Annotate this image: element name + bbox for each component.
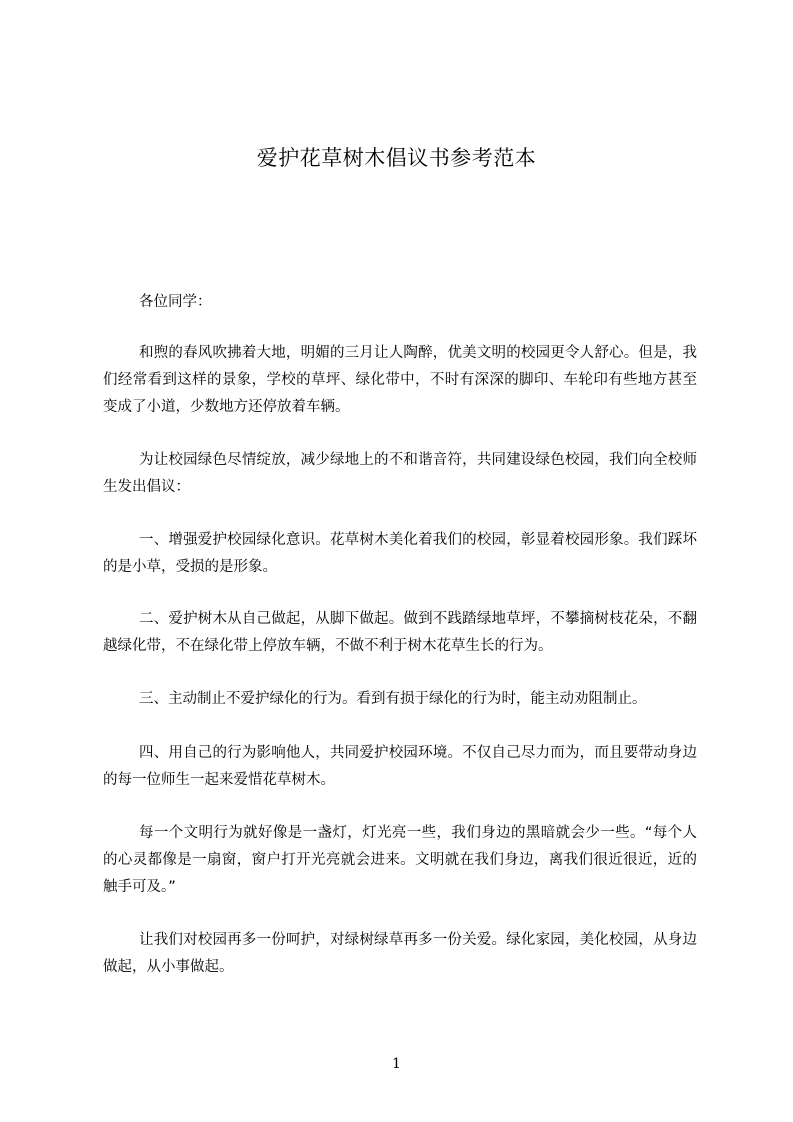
paragraph-intro: 和煦的春风吹拂着大地，明媚的三月让人陶醉，优美文明的校园更令人舒心。但是，我们经常看到这样的景象，学校的草坪、绿化带中，不时有深深的脚印、车轮印有些地方甚至变成了小道，少数地方还停放着车辆。 xyxy=(103,345,697,415)
paragraph-item-2: 二、爱护树木从自己做起，从脚下做起。做到不践踏绿地草坪，不攀摘树枝花朵，不翻越绿化带，不在绿化带上停放车辆，不做不利于树木花草生长的行为。 xyxy=(103,611,697,654)
paragraph-item-1: 一、增强爱护校园绿化意识。花草树木美化着我们的校园，彰显着校园形象。我们踩坏的是小草，受损的是形象。 xyxy=(103,532,697,575)
paragraph-proposal-lead: 为让校园绿色尽情绽放，减少绿地上的不和谐音符，共同建设绿色校园，我们向全校师生发出倡议： xyxy=(103,452,697,495)
paragraph-item-4: 四、用自己的行为影响他人，共同爱护校园环境。不仅自己尽力而为，而且要带动身边的每一位师生一起来爱惜花草树木。 xyxy=(103,745,697,788)
paragraph-closing: 让我们对校园再多一份呵护，对绿树绿草再多一份关爱。绿化家园，美化校园，从身边做起，从小事做起。 xyxy=(103,932,697,975)
greeting: 各位同学： xyxy=(139,294,212,310)
document-title: 爱护花草树木倡议书参考范本 xyxy=(256,146,537,170)
page-number: 1 xyxy=(392,1056,401,1072)
paragraph-lamp: 每一个文明行为就好像是一盏灯，灯光亮一些，我们身边的黑暗就会少一些。“每个人的心灵都像是一扇窗，窗户打开光亮就会进来。文明就在我们身边，离我们很近很近，近的触手可及。” xyxy=(103,825,697,895)
paragraph-item-3: 三、主动制止不爱护绿化的行为。看到有损于绿化的行为时，能主动劝阻制止。 xyxy=(139,691,647,707)
